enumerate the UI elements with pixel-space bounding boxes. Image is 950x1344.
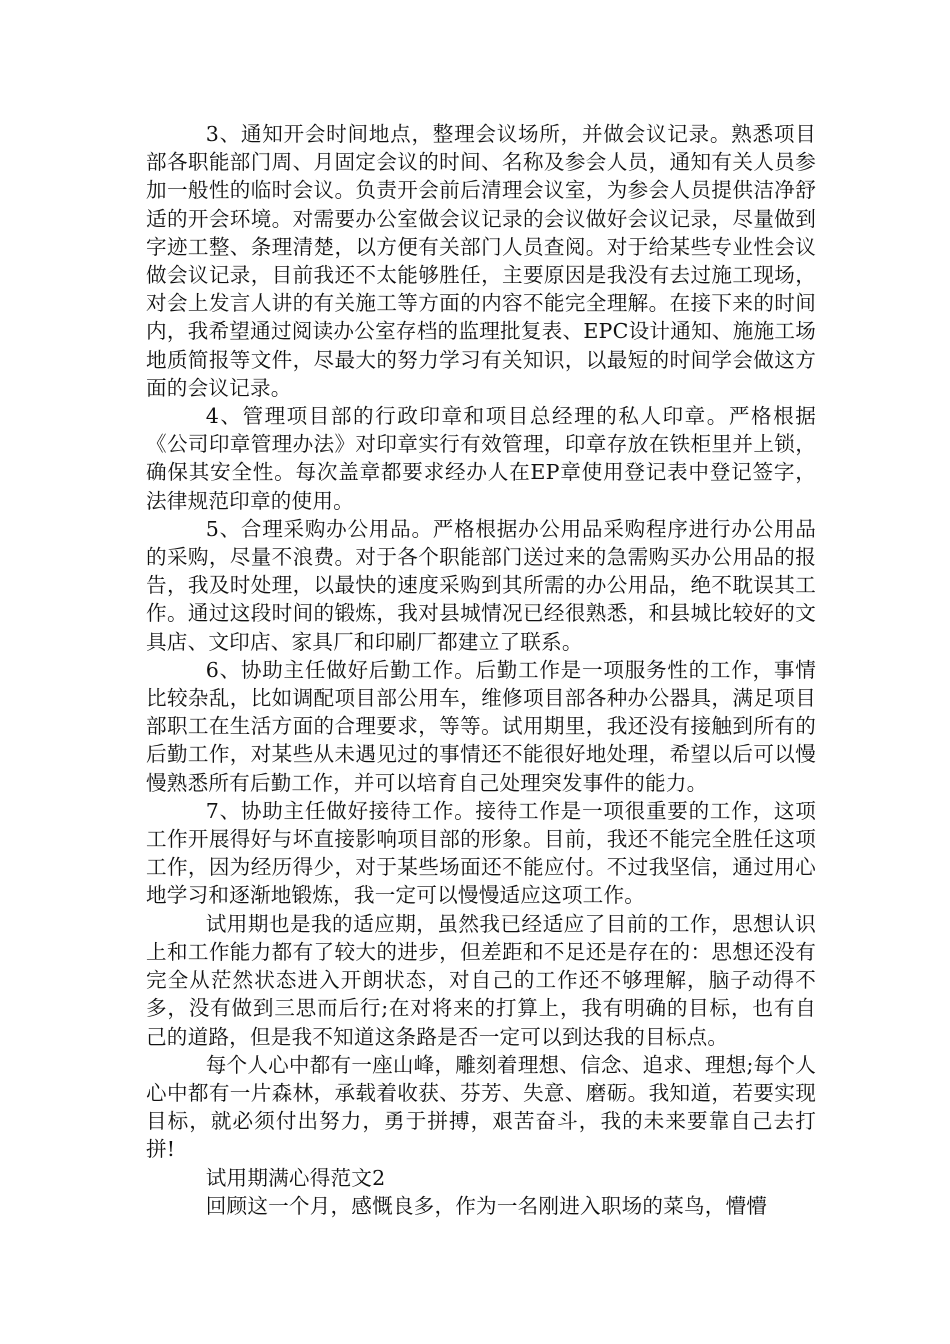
- paragraph-review: 回顾这一个月，感慨良多，作为一名刚进入职场的菜鸟，懵懵: [205, 1193, 768, 1218]
- paragraph-mountain: 每个人心中都有一座山峰，雕刻着理想、信念、追求、理想;每个人心中都有一片森林，承载着收获、芬芳、失意、磨砺。我知道，若要实现目标，就必须付出努力，勇于拼搏，艰苦奋斗，我的未来要靠自己去打拼!: [146, 1052, 816, 1162]
- paragraph-adaptation: 试用期也是我的适应期，虽然我已经适应了目前的工作，思想认识上和工作能力都有了较大的进步，但差距和不足还是存在的：思想还没有完全从茫然状态进入开朗状态，对自己的工作还不够理解，脑子动得不多，没有做到三思而后行;在对将来的打算上，我有明确的目标，也有自己的道路，但是我不知道这条路是否一定可以到达我的目标点。: [146, 911, 816, 1049]
- document-page: [146, 120, 816, 1220]
- paragraph-item-6: 6、协助主任做好后勤工作。后勤工作是一项服务性的工作，事情比较杂乱，比如调配项目部公用车，维修项目部各种办公器具，满足项目部职工在生活方面的合理要求，等等。试用期里，我还没有接触到所有的后勤工作，对某些从未遇见过的事情还不能很好地处理，希望以后可以慢慢熟悉所有后勤工作，并可以培育自己处理突发事件的能力。: [146, 657, 816, 795]
- paragraph-item-5: 5、合理采购办公用品。严格根据办公用品采购程序进行办公用品的采购，尽量不浪费。对于各个职能部门送过来的急需购买办公用品的报告，我及时处理，以最快的速度采购到其所需的办公用品，绝不耽误其工作。通过这段时间的锻炼，我对县城情况已经很熟悉，和县城比较好的文具店、文印店、家具厂和印刷厂都建立了联系。: [146, 516, 816, 654]
- paragraph-item-4: 4、管理项目部的行政印章和项目总经理的私人印章。严格根据《公司印章管理办法》对印章实行有效管理，印章存放在铁柜里并上锁，确保其安全性。每次盖章都要求经办人在EP章使用登记表中登记签字，法律规范印章的使用。: [146, 404, 816, 513]
- paragraph-item-3: 3、通知开会时间地点，整理会议场所，并做会议记录。熟悉项目部各职能部门周、月固定会议的时间、名称及参会人员，通知有关人员参加一般性的临时会议。负责开会前后清理会议室，为参会人员提供洁净舒适的开会环境。对需要办公室做会议记录的会议做好会议记录，尽量做到字迹工整、条理清楚，以方便有关部门人员查阅。对于给某些专业性会议做会议记录，目前我还不太能够胜任，主要原因是我没有去过施工现场，对会上发言人讲的有关施工等方面的内容不能完全理解。在接下来的时间内，我希望通过阅读办公室存档的监理批复表、EPC设计通知、施施工场地质简报等文件，尽最大的努力学习有关知识，以最短的时间学会做这方面的会议记录。: [146, 122, 816, 400]
- section-heading: 试用期满心得范文2: [205, 1165, 386, 1190]
- paragraph-item-7: 7、协助主任做好接待工作。接待工作是一项很重要的工作，这项工作开展得好与坏直接影响项目部的形象。目前，我还不能完全胜任这项工作，因为经历得少，对于某些场面还不能应付。不过我坚信，通过用心地学习和逐渐地锻炼，我一定可以慢慢适应这项工作。: [146, 798, 816, 908]
